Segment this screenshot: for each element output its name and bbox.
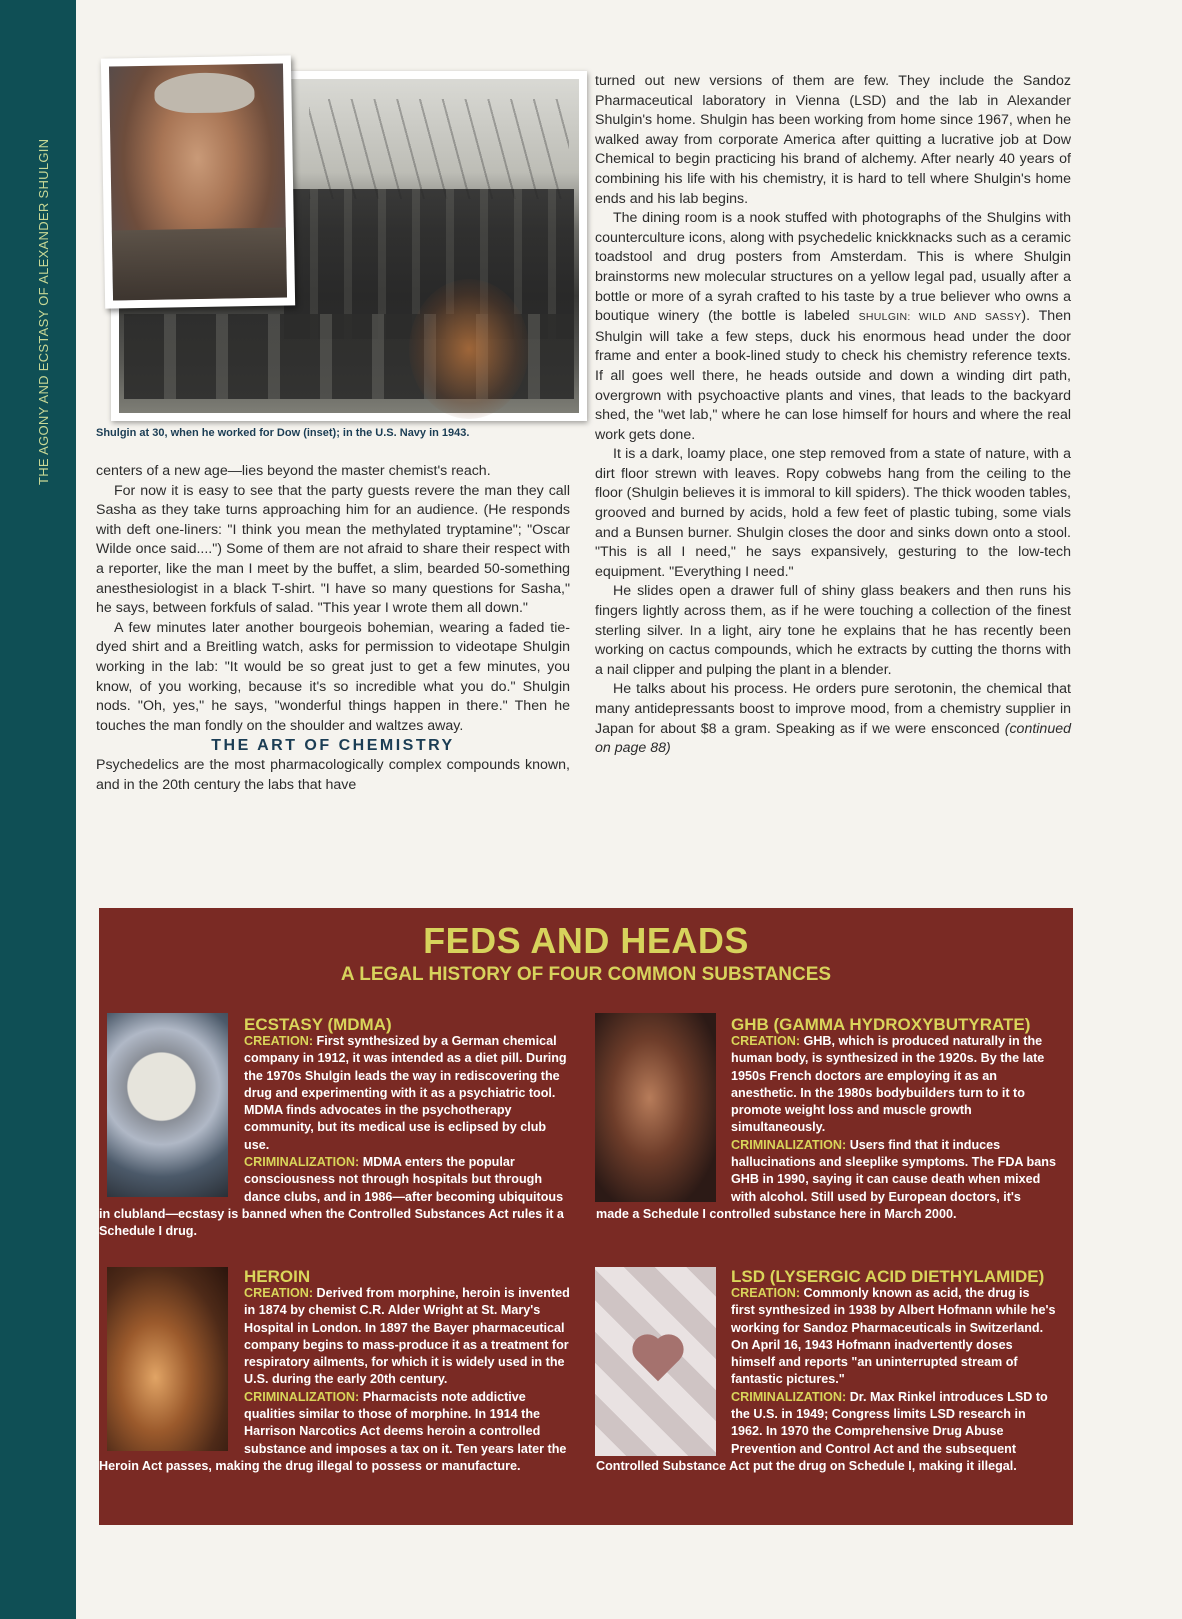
- entry-heading: GHB (GAMMA HYDROXYBUTYRATE): [731, 1015, 1031, 1034]
- criminalization-label: CRIMINALIZATION:: [244, 1389, 360, 1404]
- criminalization-text: Users find that it induces hallucinations and sleeplike symptoms. The FDA bans GHB in 1990, saying it can cause death when mixed with alcohol. Still used by European doctors, it's made a Schedule I controlled substance here in March 2000.: [596, 1137, 1056, 1221]
- paragraph: centers of a new age—lies beyond the master chemist's reach.: [96, 463, 491, 479]
- paragraph: It is a dark, loamy place, one step removed from a state of nature, with a dirt floor strewn with leaves. Ropy cobwebs hang from the ceiling to the floor (Shulgin believes it is immoral to kill spiders). The thick wooden tables, grooved and burned by acids, hold a few feet of plastic tubing, some vials and a Bunsen burner. Shulgin closes the door and sinks down onto a stool. "This is all I need," he says expansively, gesturing to the low-tech equipment. "Everything I need.": [595, 446, 1071, 580]
- paragraph-text: The dining room is a nook stuffed with photographs of the Shulgins with counterculture icons, along with psychedelic knickknacks such as a ceramic toadstool and drug posters from Amsterdam. This is where Shulgin brainstorms new molecular structures on a yellow legal pad, usually after a bottle or more of a syrah crafted to his taste by a true believer who owns a boutique winery (the bottle is labeled: [595, 210, 1071, 325]
- criminalization-text: MDMA enters the popular consciousness not through hospitals but through dance clubs, and in 1986—after becoming ubiquitous in clubland—ecstasy is banned when the Controlled Substances Act rules it a Schedule I drug.: [99, 1155, 564, 1239]
- criminalization-label: CRIMINALIZATION:: [244, 1155, 360, 1170]
- paragraph: turned out new versions of them are few. They include the Sandoz Pharmaceutical laboratory in Vienna (LSD) and the lab in Alexander Shulgin's home. Shulgin has been working from home since 1967, when he walked away from corporate America after quitting a lucrative job at Dow Chemical to begin practicing his brand of alchemy. After nearly 40 years of combining his life with his chemistry, it is hard to tell where Shulgin's home ends and his lab begins.: [595, 73, 1071, 207]
- right-column: [595, 72, 1071, 759]
- image-spacer: [596, 1268, 731, 1456]
- creation-label: CREATION:: [731, 1034, 801, 1048]
- creation-text: Derived from morphine, heroin is invented in 1874 by chemist C.R. Alder Wright at St. Mary's Hospital in London. In 1897 the Bayer pharmaceutical company begins to mass-produce it as a treatment for respiratory ailments, for which it is widely used in the U.S. during the early 20th century.: [244, 1286, 570, 1387]
- box-subtitle: A LEGAL HISTORY OF FOUR COMMON SUBSTANCES: [340, 964, 832, 985]
- paragraph: He slides open a drawer full of shiny glass beakers and then runs his fingers lightly across them, as if he were touching a collection of the finest sterling silver. In a light, airy tone he explains that he has recently been working on cactus compounds, which he extracts by cutting the thorns with a nail clipper and pulping the plant in a blender.: [595, 583, 1071, 678]
- entry-heading: HEROIN: [244, 1267, 311, 1286]
- image-spacer: [596, 1016, 731, 1204]
- creation-text: GHB, which is produced naturally in the human body, is synthesized in the 1920s. By the late 1950s French doctors are employing it as an anesthetic. In the 1980s bodybuilders turn to it to promote weight loss and muscle growth simultaneously.: [731, 1034, 1045, 1135]
- creation-label: CREATION:: [244, 1286, 314, 1300]
- running-head: THE AGONY AND ECSTASY OF ALEXANDER SHULGIN: [36, 138, 51, 485]
- left-column: [96, 462, 570, 795]
- highlight-glow: [409, 279, 529, 419]
- section-heading: THE ART OF CHEMISTRY: [211, 737, 455, 755]
- criminalization-label: CRIMINALIZATION:: [731, 1137, 847, 1152]
- creation-label: CREATION:: [731, 1286, 801, 1300]
- box-title: FEDS AND HEADS: [423, 920, 749, 961]
- image-spacer: [99, 1268, 244, 1456]
- photo-caption: Shulgin at 30, when he worked for Dow (inset); in the U.S. Navy in 1943.: [96, 427, 470, 439]
- side-bar: [0, 0, 76, 1619]
- inset-portrait-photo: [101, 55, 295, 308]
- ecstasy-entry: [99, 1016, 573, 1241]
- paragraph: Psychedelics are the most pharmacologically complex compounds known, and in the 20th century the labs that have: [96, 756, 570, 793]
- image-spacer: [99, 1016, 244, 1196]
- paragraph: A few minutes later another bourgeois bohemian, wearing a faded tie-dyed shirt and a Breitling watch, asks for permission to videotape Shulgin working in the lab: "It would be so great just to get a few minutes, you know, of you working, because it's so incredible what you do." Shulgin nods. "Oh, yes," he says, "wonderful things happen in there." Then he touches the man fondly on the shoulder and waltzes away.: [96, 619, 570, 734]
- paragraph-text: He talks about his process. He orders pure serotonin, the chemical that many antidepressants boost to improve mood, from a chemistry supplier in Japan for about $8 a gram. Speaking as if we were ensconced: [595, 681, 1071, 737]
- sidebar-box: [99, 908, 1073, 1525]
- entry-heading: ECSTASY (MDMA): [244, 1015, 392, 1034]
- portrait-shirt: [112, 227, 287, 300]
- paragraph: [595, 209, 1071, 445]
- portrait-image: [109, 63, 287, 300]
- ghb-entry: [596, 1016, 1056, 1223]
- entry-heading: LSD (LYSERGIC ACID DIETHYLAMIDE): [731, 1267, 1045, 1286]
- criminalization-text: Pharmacists note addictive qualities similar to those of morphine. In 1914 the Harrison Narcotics Act deems heroin a controlled substance and imposes a tax on it. Ten years later the Heroin Act passes, making the drug illegal to possess or manufacture.: [99, 1389, 567, 1473]
- trees-image: [309, 99, 569, 199]
- creation-label: CREATION:: [244, 1034, 314, 1048]
- heroin-entry: [99, 1268, 573, 1475]
- paragraph-text: ). Then Shulgin will take a few steps, duck his enormous head under the door frame and enter a book-lined study to check his chemistry reference texts. If all goes well there, he heads outside and down a winding dirt path, overgrown with psychoactive plants and vines, that leads to the backyard shed, the "wet lab," where he can lose himself for hours and where the real work gets done.: [595, 308, 1071, 443]
- criminalization-text: Dr. Max Rinkel introduces LSD to the U.S. in 1949; Congress limits LSD research in 1962. In 1970 the Comprehensive Drug Abuse Prevention and Control Act and the subsequent Controlled Substance Act put the drug on Schedule I, making it illegal.: [596, 1389, 1048, 1473]
- continued-note: (continued on page 88): [595, 720, 1071, 757]
- paragraph: For now it is easy to see that the party guests revere the man they call Sasha as they take turns approaching him for an audience. (He responds with deft one-liners: "I think you mean the methylated tryptamine"; "Oscar Wilde once said....") Some of them are not afraid to share their respect with a reporter, like the man I meet by the buffet, a slim, bearded 50-something anesthesiologist in a black T-shirt. "I have so many questions for Sasha," he says, between forkfuls of salad. "This year I wrote them all down.": [96, 482, 570, 617]
- criminalization-label: CRIMINALIZATION:: [731, 1389, 847, 1404]
- photo-group: [103, 57, 590, 422]
- paragraph: [595, 680, 1071, 758]
- creation-text: First synthesized by a German chemical company in 1912, it was intended as a diet pill. During the 1970s Shulgin leads the way in rediscovering the drug and experimenting with it as a psychiatric tool. MDMA finds advocates in the psychotherapy community, but its medical use is eclipsed by club use.: [244, 1034, 567, 1152]
- lsd-entry: [596, 1268, 1056, 1475]
- creation-text: Commonly known as acid, the drug is first synthesized in 1938 by Albert Hofmann while he's working for Sandoz Pharmaceuticals in Switzerland. On April 16, 1943 Hofmann inadvertently doses himself and reports "an uninterrupted stream of fantastic pictures.": [731, 1286, 1056, 1387]
- portrait-hair: [154, 72, 255, 114]
- bottle-label-text: SHULGIN: WILD AND SASSY: [858, 311, 1022, 324]
